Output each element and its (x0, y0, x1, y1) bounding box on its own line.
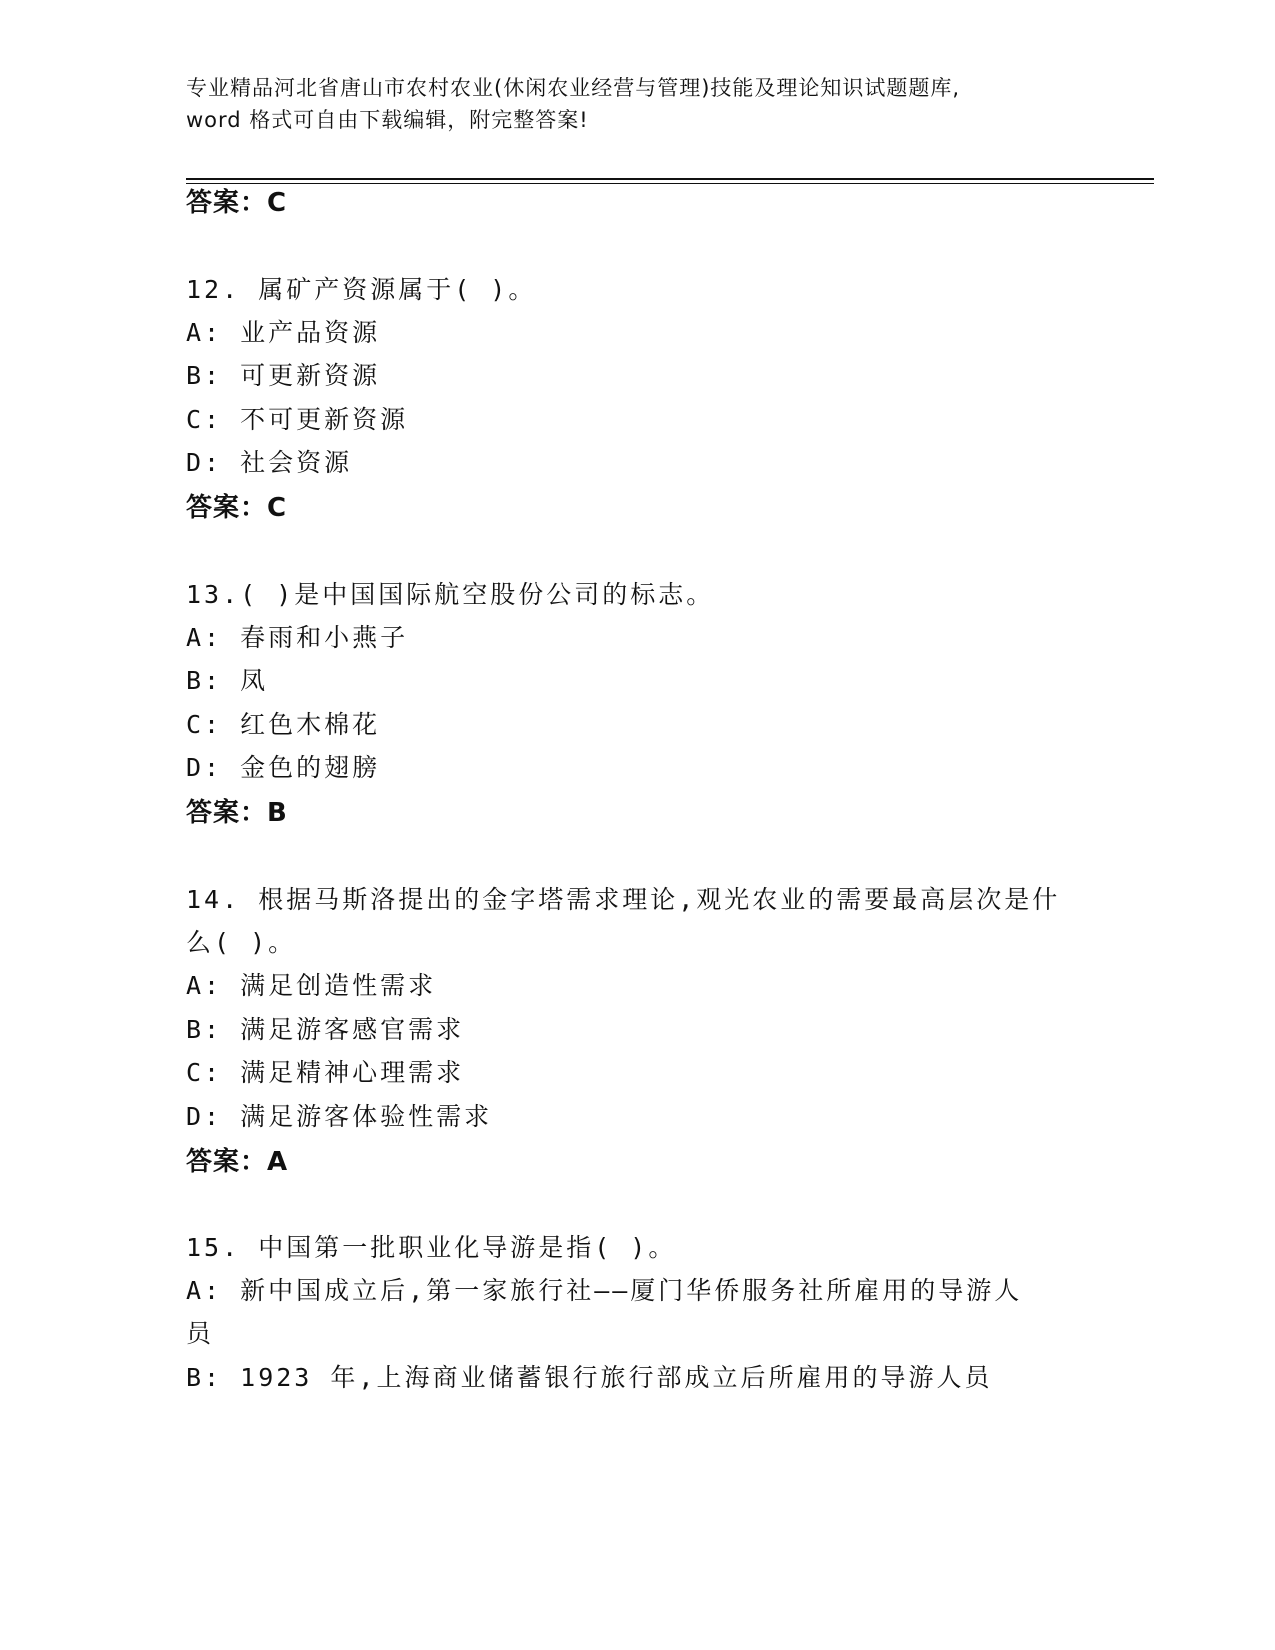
option-13-b: B: 凤 (186, 666, 269, 695)
option-14-d: D: 满足游客体验性需求 (186, 1102, 493, 1131)
option-14-c: C: 满足精神心理需求 (186, 1058, 465, 1087)
option-12-b: B: 可更新资源 (186, 361, 381, 390)
question-14-line-1: 14. 根据马斯洛提出的金字塔需求理论,观光农业的需要最高层次是什 (186, 885, 1061, 914)
option-13-a: A: 春雨和小燕子 (186, 623, 409, 652)
document-header (186, 72, 1086, 136)
answer-q14: 答案：A (186, 1147, 289, 1177)
option-12-d: D: 社会资源 (186, 448, 353, 477)
question-13: 13.( )是中国国际航空股份公司的标志。 (186, 580, 715, 609)
header-divider-thin (186, 183, 1154, 184)
option-15-b: B: 1923 年,上海商业储蓄银行旅行部成立后所雇用的导游人员 (186, 1363, 993, 1392)
option-14-a: A: 满足创造性需求 (186, 971, 437, 1000)
option-15-a-line-2: 员 (186, 1319, 215, 1348)
answer-q13: 答案：B (186, 798, 288, 828)
header-divider-thick (186, 178, 1154, 180)
header-line-2: word 格式可自由下载编辑，附完整答案! (186, 108, 589, 132)
question-14-line-2: 么( )。 (186, 928, 297, 957)
answer-q11: 答案：C (186, 188, 288, 218)
option-13-c: C: 红色木棉花 (186, 710, 381, 739)
question-12: 12. 属矿产资源属于( )。 (186, 275, 537, 304)
option-12-a: A: 业产品资源 (186, 318, 381, 347)
option-13-d: D: 金色的翅膀 (186, 753, 381, 782)
option-15-a-line-1: A: 新中国成立后,第一家旅行社——厦门华侨服务社所雇用的导游人 (186, 1276, 1023, 1305)
answer-q12: 答案：C (186, 493, 288, 523)
header-line-1: 专业精品河北省唐山市农村农业(休闲农业经营与管理)技能及理论知识试题题库, (186, 76, 961, 100)
option-14-b: B: 满足游客感官需求 (186, 1015, 465, 1044)
question-15: 15. 中国第一批职业化导游是指( )。 (186, 1233, 677, 1262)
option-12-c: C: 不可更新资源 (186, 405, 409, 434)
